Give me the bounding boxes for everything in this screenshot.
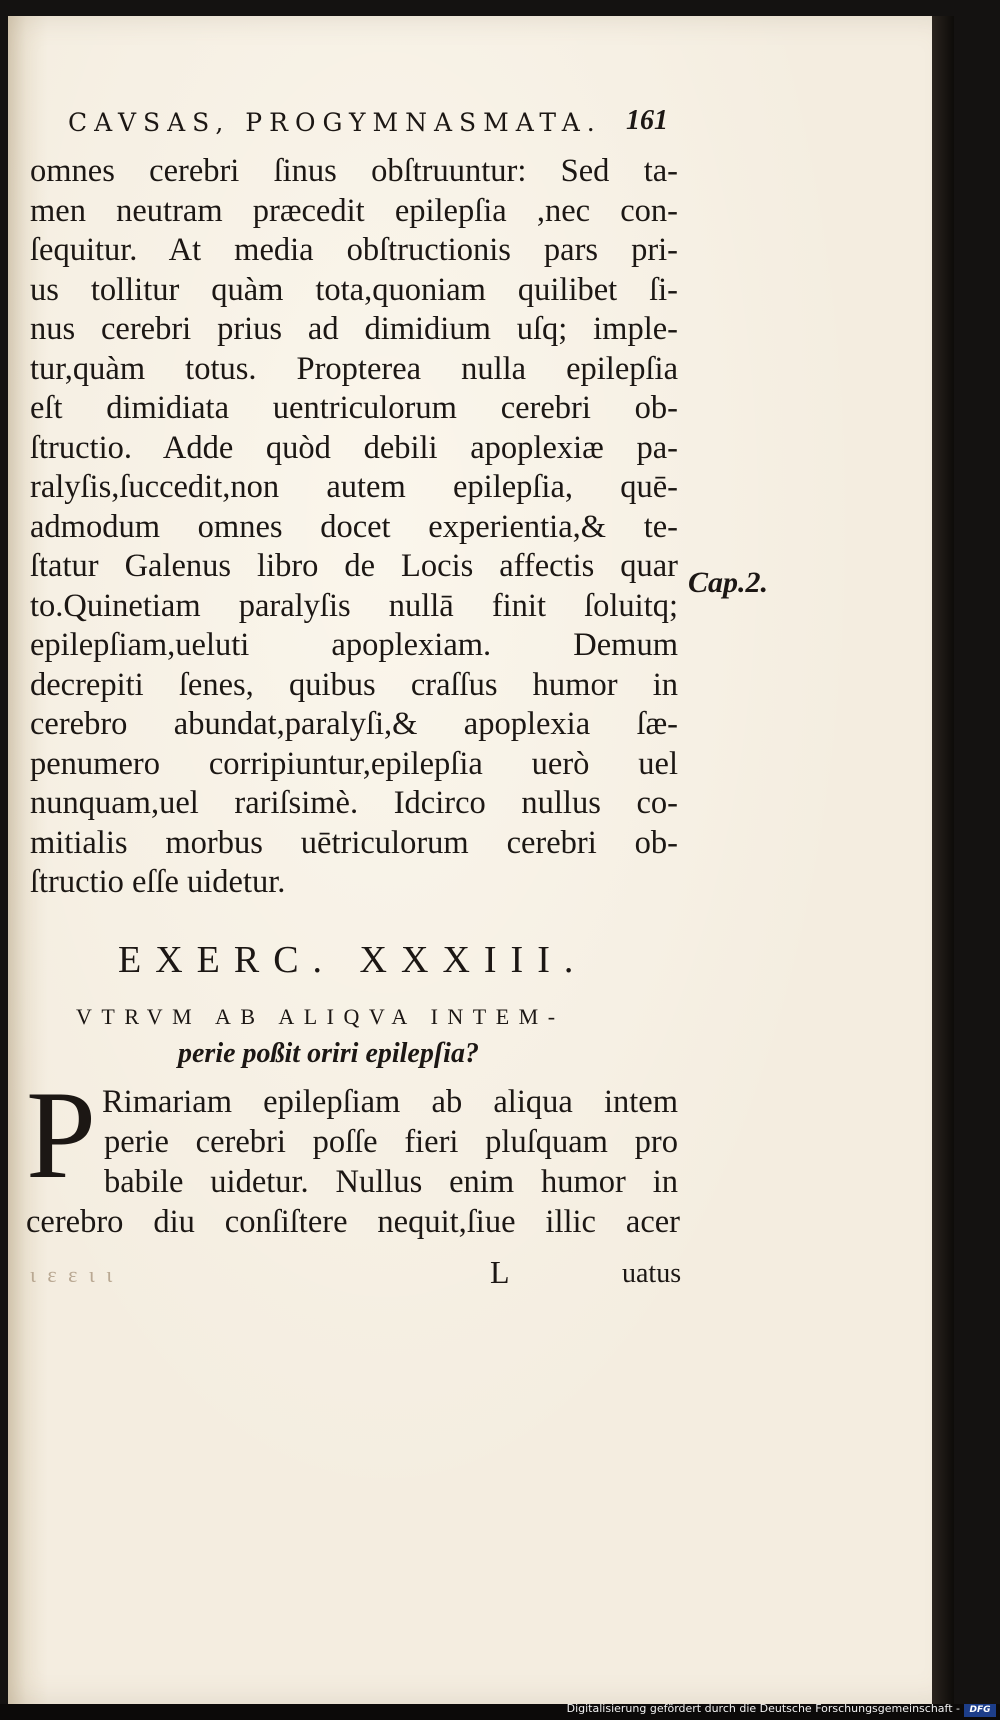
exercise-subtitle-caps: VTRVM AB ALIQVA INTEM- xyxy=(76,1004,565,1029)
text-line: to.Quinetiam paralyſis nullā finit ſoluitq; xyxy=(30,587,678,624)
funding-credit: Digitalisierung gefördert durch die Deutsche Forschungsgemeinschaft - xyxy=(566,1702,960,1715)
signature-mark: L xyxy=(490,1254,510,1290)
margin-note: Cap.2. xyxy=(688,566,769,599)
text-line: ſequitur. At media obſtructionis pars pri- xyxy=(30,232,678,268)
exercise-subtitle-italic: perie poßit oriri epilepſia? xyxy=(178,1038,479,1069)
text-line: men neutram præcedit epilepſia ,nec con- xyxy=(30,192,678,229)
exercise-heading: EXERC. XXXIII. xyxy=(118,939,588,981)
text-line: ſtatur Galenus libro de Locis affectis quar xyxy=(30,548,678,584)
text-line: Rimariam epilepſiam ab aliqua intem xyxy=(102,1084,678,1120)
text-line: omnes cerebri ſinus obſtruuntur: Sed ta- xyxy=(30,153,678,189)
running-head: CAVSAS, PROGYMNASMATA. xyxy=(68,108,602,137)
drop-cap: P xyxy=(26,1066,97,1205)
text-line: mitialis morbus uētriculorum cerebri ob- xyxy=(30,824,678,861)
page-edge-shadow xyxy=(932,16,954,1704)
text-line: cerebro diu conſiſtere nequit,ſiue illic acer xyxy=(26,1204,680,1240)
text-line: epilepſiam,ueluti apoplexiam. Demum xyxy=(30,627,678,663)
text-line-last: ſtructio eſſe uidetur. xyxy=(30,864,286,900)
dfg-logo: DFG xyxy=(964,1704,996,1717)
text-line: eſt dimidiata uentriculorum cerebri ob- xyxy=(30,390,678,426)
text-line: penumero corripiuntur,epilepſia uerò uel xyxy=(30,745,678,782)
text-line: perie cerebri poſſe fieri pluſquam pro xyxy=(104,1124,678,1160)
text-line: us tollitur quàm tota,quoniam quilibet ſi- xyxy=(30,271,678,308)
catchword: uatus xyxy=(622,1258,682,1289)
faded-bleedthrough-mark: ι ε ε ι ι xyxy=(30,1262,116,1287)
text-line: ſtructio. Adde quòd debili apoplexiæ pa- xyxy=(30,429,678,466)
body-text xyxy=(30,152,690,903)
text-line: cerebro abundat,paralyſi,& apoplexia ſæ- xyxy=(30,706,678,742)
text-line: babile uidetur. Nullus enim humor in xyxy=(104,1164,678,1200)
text-line: tur,quàm totus. Propterea nulla epilepſia xyxy=(30,350,678,387)
page-number: 161 xyxy=(626,105,668,136)
text-line: nus cerebri prius ad dimidium uſq; imple- xyxy=(30,311,678,347)
text-line: decrepiti ſenes, quibus craſſus humor in xyxy=(30,666,678,703)
text-line: ralyſis,ſuccedit,non autem epilepſia, quē- xyxy=(30,469,678,505)
text-line: nunquam,uel rariſsimè. Idcirco nullus co- xyxy=(30,785,678,821)
text-line: admodum omnes docet experientia,& te- xyxy=(30,508,678,545)
